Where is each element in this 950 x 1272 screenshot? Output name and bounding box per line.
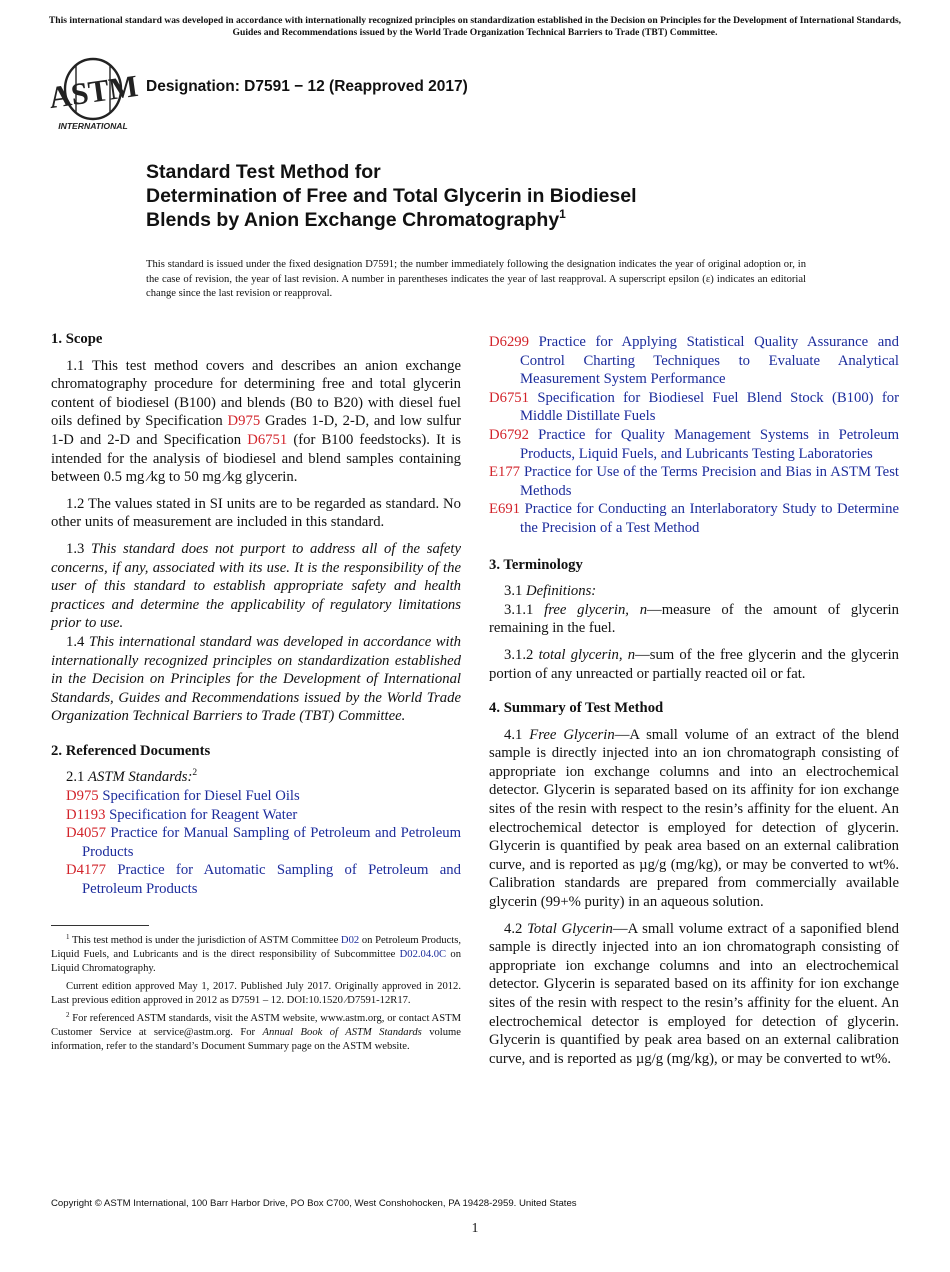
ref-code[interactable]: E691 — [489, 501, 521, 518]
ref-title[interactable]: Practice for Applying Statistical Quality Assurance and Control Charting Techniques to Evaluate Analytical Measurement System Performance — [520, 334, 899, 388]
term: total glycerin, n — [538, 646, 636, 663]
ref-item[interactable] — [489, 333, 899, 389]
section-heading-scope: 1. Scope — [51, 331, 103, 347]
ref-item[interactable] — [51, 806, 461, 825]
title-line: Standard Test Method for — [146, 161, 381, 183]
text: This international standard was developed in accordance with internationally recognized principles on standardization established in the Decision on Principles for the Development of International Standards, Guides and Recommendations issued by the World Trade Organization Technical Barriers to Trade (TBT) Committee. — [51, 633, 461, 725]
page-number: 1 — [471, 1220, 479, 1235]
paragraph-3-1-2 — [489, 646, 899, 683]
footnote-1 — [51, 934, 461, 976]
text: This test method is under the jurisdiction of ASTM Committee — [69, 934, 341, 946]
title-line — [146, 208, 846, 232]
astm-logo-icon — [46, 56, 141, 134]
ref-item[interactable] — [51, 861, 461, 898]
ref-item[interactable] — [489, 500, 899, 537]
text: volume information, refer to the standard’s Document Summary page on the ASTM website. — [51, 1026, 461, 1052]
ref-item[interactable] — [51, 824, 461, 861]
right-column — [489, 333, 899, 1076]
logo-text: ASTM — [46, 67, 141, 116]
paragraph-4-2 — [489, 920, 899, 1069]
ref-title[interactable]: Practice for Use of the Terms Precision and Bias in ASTM Test Methods — [520, 464, 899, 499]
para-number: 2.1 — [66, 769, 89, 786]
ref-code[interactable]: D6299 — [489, 334, 529, 350]
footnote-1-edition: Current edition approved May 1, 2017. Published July 2017. Originally approved in 2012. Last previous edition approved in 2012 as D7591 – 12. DOI:10.1520 ⁄D7591-12R17. — [51, 980, 461, 1006]
document-title — [146, 160, 846, 232]
link-d02[interactable]: D02 — [340, 934, 360, 946]
paragraph-1-2: 1.2 The values stated in SI units are to be regarded as standard. No other units of measurement are included in this standard. — [51, 495, 461, 531]
text: 1.1 This test method covers and describes an anion exchange chromatography procedure for determining free and total glycerin content of biodiesel (B100) and blends (B0 to B20) with diesel fuel oils defined by Specification — [51, 357, 461, 430]
link-d6751[interactable]: D6751 — [247, 431, 288, 448]
paragraph-1-3 — [51, 540, 461, 633]
text: ASTM Standards: — [88, 769, 193, 786]
ref-title[interactable]: Practice for Automatic Sampling of Petroleum and Petroleum Products — [82, 862, 461, 898]
designation: Designation: D7591 − 12 (Reapproved 2017) — [146, 78, 468, 95]
ref-code[interactable]: D975 — [66, 788, 99, 805]
ref-item[interactable] — [489, 463, 899, 500]
term: Total Glycerin — [527, 920, 613, 937]
text: Grades 1-D, 2-D, and low sulfur 1-D and 2-D and Specification — [51, 413, 461, 448]
para-number: 1.4 — [66, 633, 89, 650]
text: (for B100 feedstocks). It is intended for the analysis of biodiesel and blend samples containing between 0.5 mg ⁄kg to 50 mg ⁄kg glycerin. — [51, 431, 461, 486]
para-number: 3.1.2 — [504, 646, 539, 663]
section-heading-terminology: 3. Terminology — [489, 556, 583, 573]
ref-item[interactable] — [489, 426, 899, 463]
paragraph-3-1-1 — [489, 601, 899, 638]
footnote-2 — [51, 1012, 461, 1054]
text: on Petroleum Products, Liquid Fuels, and Lubricants and is the direct responsibility of Subcommittee — [51, 934, 461, 960]
text: Annual Book of ASTM Standards — [262, 1026, 422, 1038]
para-number: 3.1 — [504, 583, 527, 600]
ref-code[interactable]: E177 — [489, 464, 521, 481]
text: —A small volume extract of a saponified blend sample is directly injected into an ion chromatograph consisting of appropriate ion exchange columns and into an electrochemical detector. Glycerin is separated based on its affinity for ion exchange sites of the resin with respect to the resin’s affinity for the eluent. An electrochemical detector is employed for detection of glycerin. Glycerin is quantified by peak area based on an external calibration curve, and is reported as µg/g (mg/kg), or may be converted to wt%. — [489, 920, 899, 1067]
title-text: Blends by Anion Exchange Chromatography — [146, 209, 560, 231]
paragraph-3-1 — [489, 582, 899, 601]
text: —sum of the free glycerin and the glycerin portion of any unreacted or partially reacted oil or fat. — [489, 646, 899, 682]
paragraph-2-1 — [51, 768, 461, 787]
title-footnote-mark: 1 — [559, 207, 566, 221]
ref-item[interactable] — [489, 389, 899, 426]
left-column — [51, 330, 461, 1058]
para-number: 3.1.1 — [504, 601, 545, 618]
ref-title[interactable]: Practice for Conducting an Interlaboratory Study to Determine the Precision of a Test Method — [520, 501, 899, 536]
footnote-divider — [51, 925, 149, 926]
section-heading-summary: 4. Summary of Test Method — [489, 700, 664, 717]
para-number: 4.1 — [504, 726, 530, 743]
para-number: 1.3 — [66, 540, 92, 557]
trade-notice: This international standard was developed in accordance with internationally recognized principles on standardization established in the Decision on Principles for the Development of International Standards, Guides and Recommendations issued by the World Trade Organization Technical Barriers to Trade (TBT) Committee. — [48, 15, 902, 38]
footnote-mark: 2 — [66, 1010, 70, 1019]
section-heading-referenced: 2. Referenced Documents — [51, 742, 211, 759]
text: Definitions: — [526, 583, 597, 600]
term: Free Glycerin — [529, 726, 615, 743]
para-number: 4.2 — [504, 920, 528, 937]
term: free glycerin, n — [544, 601, 648, 618]
text: —measure of the amount of glycerin remaining in the fuel. — [489, 601, 899, 637]
footnote-mark: 2 — [192, 768, 198, 779]
logo-subtext: INTERNATIONAL — [58, 121, 128, 131]
link-d975[interactable]: D975 — [227, 413, 261, 430]
ref-item[interactable] — [51, 787, 461, 806]
ref-code[interactable]: D6751 — [489, 389, 529, 406]
text: For referenced ASTM standards, visit the ASTM website, www.astm.org, or contact ASTM Customer Service at service@astm.org. For — [51, 1012, 461, 1038]
ref-code[interactable]: D1193 — [66, 806, 106, 823]
text: —A small volume of an extract of the blend sample is directly injected into an ion chromatograph consisting of appropriate ion exchange columns and into an electrochemical detector. Glycerin is separated based on its affinity for ion exchange sites of the resin with respect to the resin’s affinity for the eluent. An electrochemical detector is employed for detection of glycerin. Glycerin is quantified by peak area based on an external calibration curve, and is reported as µg/g (mg/kg), or may be converted to wt%. Calibration standards are prepared from commercially available glycerin (99+% purity) in an aqueous solution. — [489, 726, 899, 911]
link-d02-04-0c[interactable]: D02.04.0C — [399, 948, 447, 960]
issuance-statement: This standard is issued under the fixed designation D7591; the number immediately following the designation indicates the year of original adoption or, in the case of revision, the year of last revision. A number in parentheses indicates the year of last reapproval. A superscript epsilon (ε) indicates an editorial change since the last revision or reapproval. — [146, 259, 806, 299]
ref-title[interactable]: Practice for Manual Sampling of Petroleum and Petroleum Products — [82, 825, 461, 860]
title-line: Determination of Free and Total Glycerin in Biodiesel — [146, 185, 637, 207]
ref-code[interactable]: D6792 — [489, 426, 529, 443]
ref-title[interactable]: Specification for Biodiesel Fuel Blend Stock (B100) for Middle Distillate Fuels — [520, 389, 900, 425]
paragraph-1-4 — [51, 633, 461, 726]
footnote-mark: 1 — [66, 932, 70, 941]
ref-title[interactable]: Specification for Diesel Fuel Oils — [102, 788, 300, 805]
text: on Liquid Chromatography. — [51, 948, 461, 974]
ref-title[interactable]: Practice for Quality Management Systems in Petroleum Products, Liquid Fuels, and Lubricants Testing Laboratories — [520, 426, 899, 462]
text: This standard does not purport to address all of the safety concerns, if any, associated with its use. It is the responsibility of the user of this standard to establish appropriate safety and health practices and determine the applicability of regulatory limitations prior to use. — [51, 540, 462, 632]
paragraph-1-1 — [51, 357, 461, 487]
ref-code[interactable]: D4057 — [66, 825, 106, 842]
paragraph-4-1 — [489, 726, 899, 912]
ref-title[interactable]: Specification for Reagent Water — [109, 806, 298, 823]
ref-code[interactable]: D4177 — [66, 862, 106, 879]
copyright-notice: Copyright © ASTM International, 100 Barr Harbor Drive, PO Box C700, West Conshohocken, PA 19428-2959. United States — [51, 1198, 577, 1209]
